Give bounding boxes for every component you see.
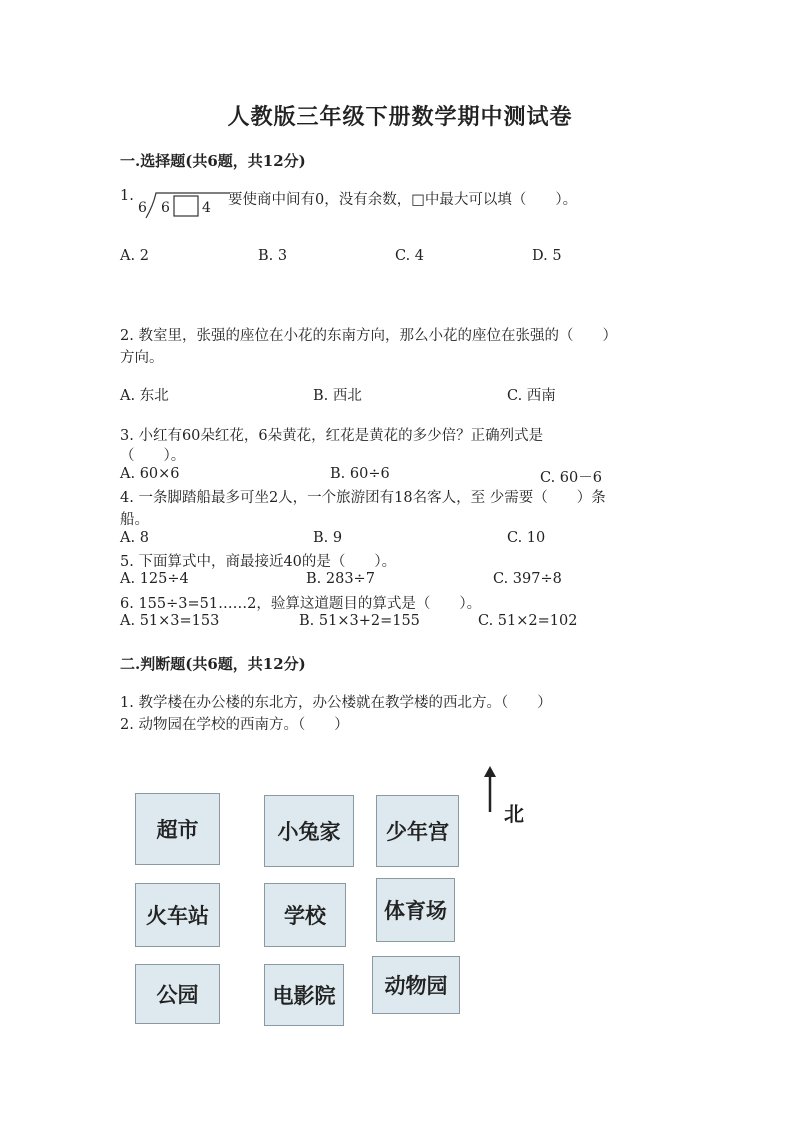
q4-option-b: B. 9 [313, 530, 343, 546]
q6-option-c: C. 51×2=102 [478, 613, 578, 629]
map-box-rabbit-home: 小兔家 [264, 795, 354, 867]
q5-option-c: C. 397÷8 [493, 571, 562, 587]
map-box-stadium: 体育场 [376, 878, 455, 942]
dividend-left-digit: 6 [161, 200, 170, 216]
map-box-train-station: 火车站 [135, 883, 220, 947]
north-label: 北 [504, 802, 524, 826]
q5-option-b: B. 283÷7 [306, 571, 375, 587]
q5-option-a: A. 125÷4 [120, 571, 189, 587]
q2-text-line2: 方向。 [120, 350, 164, 366]
q2-option-a: A. 东北 [120, 388, 169, 404]
map-box-park: 公园 [135, 964, 220, 1024]
q1-option-b: B. 3 [258, 248, 288, 264]
q4-option-a: A. 8 [120, 530, 149, 546]
page-title: 人教版三年级下册数学期中测试卷 [227, 104, 573, 130]
q2-option-c: C. 西南 [507, 388, 556, 404]
q4-text-line1: 4. 一条脚踏船最多可坐2人，一个旅游团有18名客人，至 少需要（ ）条 [120, 490, 606, 506]
q2-text-line1: 2. 教室里，张强的座位在小花的东南方向，那么小花的座位在张强的（ ） [120, 328, 617, 344]
q1-number: 1. [120, 188, 134, 204]
q4-text-line2: 船。 [120, 512, 149, 528]
dividend-right-digit: 4 [202, 200, 211, 216]
long-division-figure [120, 190, 230, 224]
divisor: 6 [138, 200, 147, 216]
s2-q1-text: 1. 教学楼在办公楼的东北方，办公楼就在教学楼的西北方。（ ） [120, 695, 552, 711]
q3-option-a: A. 60×6 [120, 466, 180, 482]
map-box-supermarket: 超市 [135, 793, 220, 865]
q3-text-line1: 3. 小红有60朵红花，6朵黄花，红花是黄花的多少倍？正确列式是 [120, 428, 544, 444]
q6-option-b: B. 51×3+2=155 [299, 613, 420, 629]
section2-header: 二.判断题(共6题，共12分) [120, 655, 306, 673]
section1-header: 一.选择题(共6题，共12分) [120, 152, 306, 170]
q1-text: 要使商中间有0，没有余数，□中最大可以填（ ）。 [228, 192, 578, 208]
q1-option-d: D. 5 [532, 248, 562, 264]
q4-option-c: C. 10 [507, 530, 546, 546]
q6-text: 6. 155÷3=51……2，验算这道题目的算式是（ ）。 [120, 596, 482, 612]
s2-q2-text: 2. 动物园在学校的西南方。（ ） [120, 717, 349, 733]
map-box-school: 学校 [264, 883, 346, 947]
q3-option-c: C. 60－6 [540, 470, 602, 486]
q3-option-b: B. 60÷6 [330, 466, 390, 482]
map-box-youth-palace: 少年宫 [376, 795, 459, 867]
map-box-cinema: 电影院 [264, 964, 344, 1026]
q1-option-c: C. 4 [395, 248, 425, 264]
q5-text: 5. 下面算式中，商最接近40的是（ ）。 [120, 554, 397, 570]
q3-text-line2: （ ）。 [120, 448, 186, 464]
north-arrow-icon [478, 764, 502, 814]
q2-option-b: B. 西北 [313, 388, 362, 404]
division-bracket [120, 190, 230, 224]
q1-option-a: A. 2 [120, 248, 149, 264]
map-box-zoo: 动物园 [372, 956, 460, 1014]
q6-option-a: A. 51×3=153 [120, 613, 220, 629]
